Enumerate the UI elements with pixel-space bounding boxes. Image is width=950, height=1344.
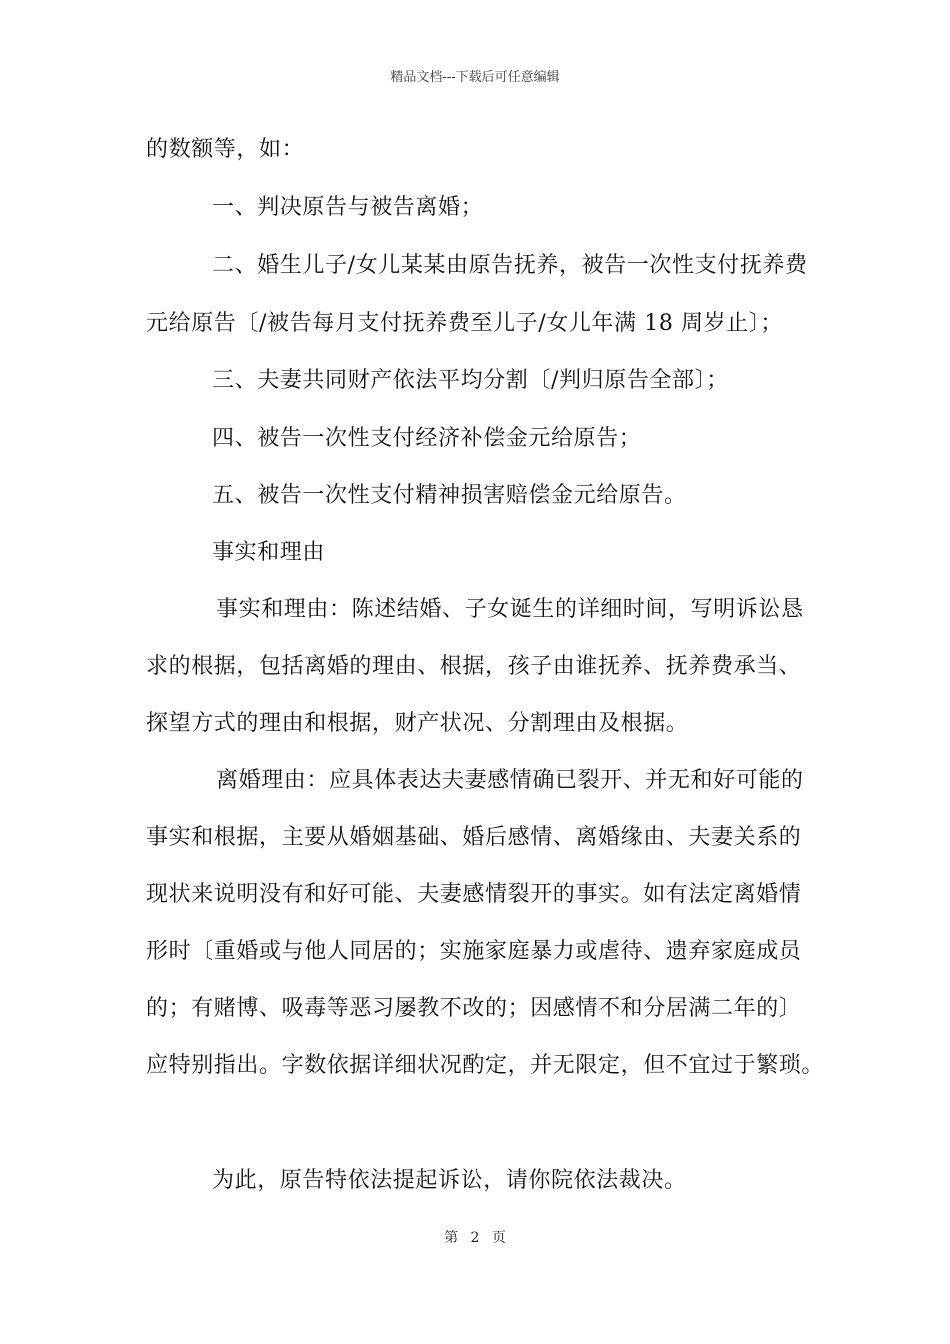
- text-line: 事实和根据，主要从婚姻基础、婚后感情、离婚缘由、夫妻关系的: [146, 825, 802, 850]
- text-line: 元给原告〔/被告每月支付抚养费至儿子/女儿年满 18 周岁止〕；: [146, 311, 784, 336]
- page-prefix: 第: [444, 1230, 459, 1246]
- page-footer: [0, 1227, 950, 1247]
- text-line: 的；有赌博、吸毒等恶习屡教不改的；因感情不和分居满二年的〕: [146, 996, 802, 1021]
- text-line: 探望方式的理由和根据，财产状况、分割理由及根据。: [146, 711, 689, 736]
- text-line: 事实和理由：陈述结婚、子女诞生的详细时间，写明诉讼恳: [216, 597, 804, 622]
- text-line: 为此，原告特依法提起诉讼，请你院依法裁决。: [212, 1168, 687, 1193]
- page-number: 2: [470, 1230, 480, 1246]
- section-heading: 事实和理由: [212, 540, 326, 565]
- page-suffix: 页: [491, 1230, 506, 1246]
- text-line: 离婚理由：应具体表达夫妻感情确已裂开、并无和好可能的: [216, 768, 804, 793]
- claim-item-4: 四、被告一次性支付经济补偿金元给原告；: [212, 426, 642, 451]
- text-line: 的数额等，如：: [146, 137, 305, 162]
- claim-item-5: 五、被告一次性支付精神损害赔偿金元给原告。: [212, 483, 687, 508]
- text-line: 求的根据，包括离婚的理由、根据，孩子由谁抚养、抚养费承当、: [146, 654, 802, 679]
- text-line: 现状来说明没有和好可能、夫妻感情裂开的事实。如有法定离婚情: [146, 882, 802, 907]
- claim-item-3: 三、夫妻共同财产依法平均分割〔/判归原告全部〕；: [212, 368, 729, 393]
- claim-item-1: 一、判决原告与被告离婚；: [212, 195, 484, 220]
- claim-item-2: 二、婚生儿子/女儿某某由原告抚养，被告一次性支付抚养费: [212, 253, 808, 278]
- page-header: 精品文档---下载后可任意编辑: [390, 70, 560, 85]
- text-line: 形时〔重婚或与他人同居的；实施家庭暴力或虐待、遗弃家庭成员: [146, 939, 802, 964]
- text-line: 应特别指出。字数依据详细状况酌定，并无限定，但不宜过于繁琐。: [146, 1053, 825, 1078]
